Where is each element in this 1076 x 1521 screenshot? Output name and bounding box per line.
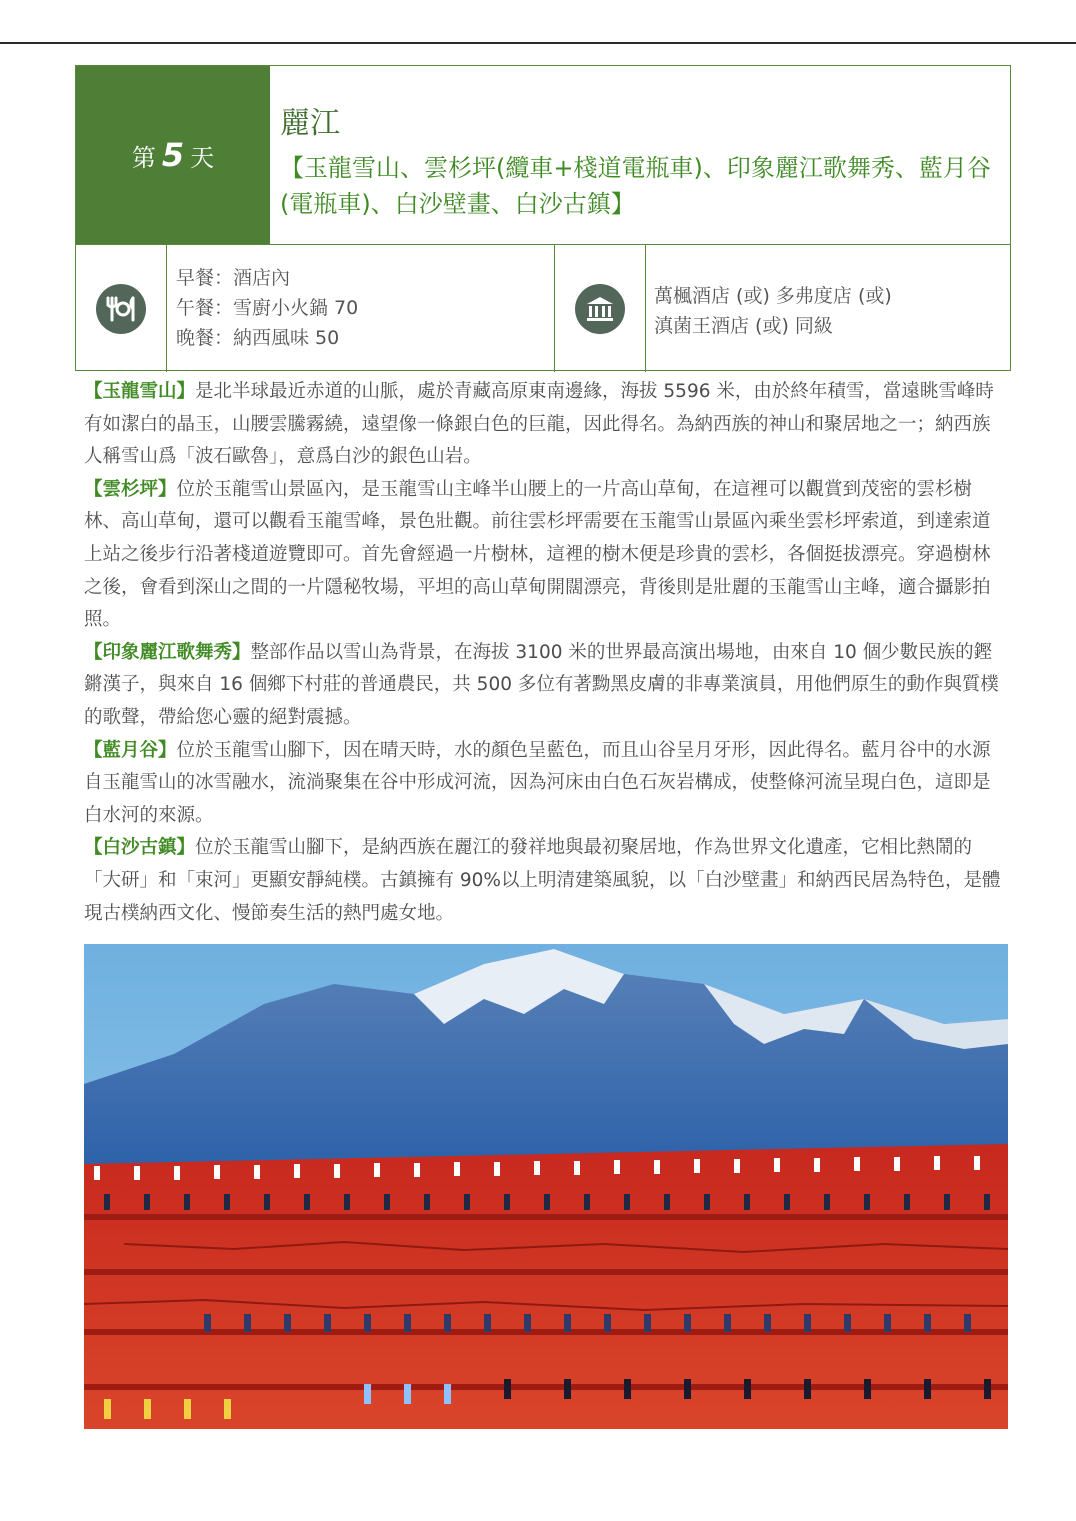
lunch: 午餐：雪廚小火鍋 70 xyxy=(176,297,359,319)
section-text: 整部作品以雪山為背景，在海拔 3100 米的世界最高演出場地，由來自 10 個少數民族的鏗鏘漢子，與來自 16 個鄉下村莊的普通農民，共 500 多位有著黝黑皮膚的非專業演員，用他們原生的動作與質樸的歌聲，帶給您心靈的絕對震撼。 xyxy=(84,641,999,728)
dinner: 晚餐：納西風味 50 xyxy=(176,327,340,349)
section-title: 【印象麗江歌舞秀】 xyxy=(84,641,251,663)
impression-lijiang-photo xyxy=(84,944,1008,1429)
day-prefix: 第 xyxy=(131,143,156,172)
city-title: 麗江 xyxy=(280,106,340,141)
section-text: 位於玉龍雪山景區內，是玉龍雪山主峰半山腰上的一片高山草甸，在這裡可以觀賞到茂密的雲杉樹林、高山草甸，還可以觀看玉龍雪峰，景色壯觀。前往雲杉坪需要在玉龍雪山景區內乘坐雲杉坪索道，到達索道上站之後步行沿著棧道遊覽即可。首先會經過一片樹林，這裡的樹木便是珍貴的雲杉，各個挺拔漂亮。穿過樹林之後，會看到深山之間的一片隱秘牧場，平坦的高山草甸開闊漂亮，背後則是壯麗的玉龍雪山主峰，適合攝影拍照。 xyxy=(84,478,991,631)
breakfast: 早餐：酒店內 xyxy=(176,267,291,289)
section-title: 【藍月谷】 xyxy=(84,739,177,761)
hotel-icon-cell xyxy=(554,245,646,372)
section-text: 位於玉龍雪山腳下，是納西族在麗江的發祥地與最初聚居地，作為世界文化遺產，它相比熱鬧的「大研」和「束河」更顯安靜純樸。古鎮擁有 90%以上明清建築風貌，以「白沙壁畫」和納西民居為特色，是體現古樸納西文化、慢節奏生活的熱門處女地。 xyxy=(84,837,1001,924)
section-title: 【白沙古鎮】 xyxy=(84,837,196,859)
title-cell xyxy=(270,66,1010,244)
section-text: 位於玉龍雪山腳下，因在晴天時，水的顏色呈藍色，而且山谷呈月牙形，因此得名。藍月谷中的水源自玉龍雪山的冰雪融水，流淌聚集在谷中形成河流，因為河床由白色石灰岩構成，使整條河流呈現白色，這即是白水河的來源。 xyxy=(84,739,991,826)
route-summary: 【玉龍雪山、雲杉坪(纜車+棧道電瓶車)、印象麗江歌舞秀、藍月谷(電瓶車)、白沙壁畫、白沙古鎮】 xyxy=(280,154,991,218)
utensils-icon xyxy=(96,284,146,334)
hotel-line-1: 萬楓酒店 (或) 多弗度店 (或) xyxy=(654,285,892,307)
building-icon xyxy=(575,284,625,334)
section-blue-moon-valley xyxy=(84,735,1002,833)
section-title: 【玉龍雪山】 xyxy=(84,381,196,402)
hotel-info xyxy=(654,281,994,341)
section-baisha xyxy=(84,832,1002,930)
attraction-descriptions xyxy=(84,376,1002,930)
day-number: 5 xyxy=(161,136,185,174)
day-label xyxy=(76,66,270,244)
day-header-table xyxy=(75,65,1011,371)
top-rule xyxy=(0,42,1076,44)
section-impression-show xyxy=(84,637,1002,735)
section-text: 是北半球最近赤道的山脈，處於青藏高原東南邊緣，海拔 5596 米，由於終年積雪，當遠眺雪峰時有如潔白的晶玉，山腰雲騰霧繞，遠望像一條銀白色的巨龍，因此得名。為納西族的神山和聚居地之一；納西族人稱雪山爲「波石歐魯」，意爲白沙的銀色山岩。 xyxy=(84,381,994,468)
meal-icon-cell xyxy=(76,245,167,372)
info-row xyxy=(76,244,1010,372)
day-suffix: 天 xyxy=(190,143,215,172)
hotel-line-2: 滇菌王酒店 (或) 同級 xyxy=(654,315,833,337)
meals-info xyxy=(176,263,546,353)
section-yunshanping xyxy=(84,474,1002,637)
section-title: 【雲杉坪】 xyxy=(84,478,177,500)
section-yulong xyxy=(84,376,1002,474)
